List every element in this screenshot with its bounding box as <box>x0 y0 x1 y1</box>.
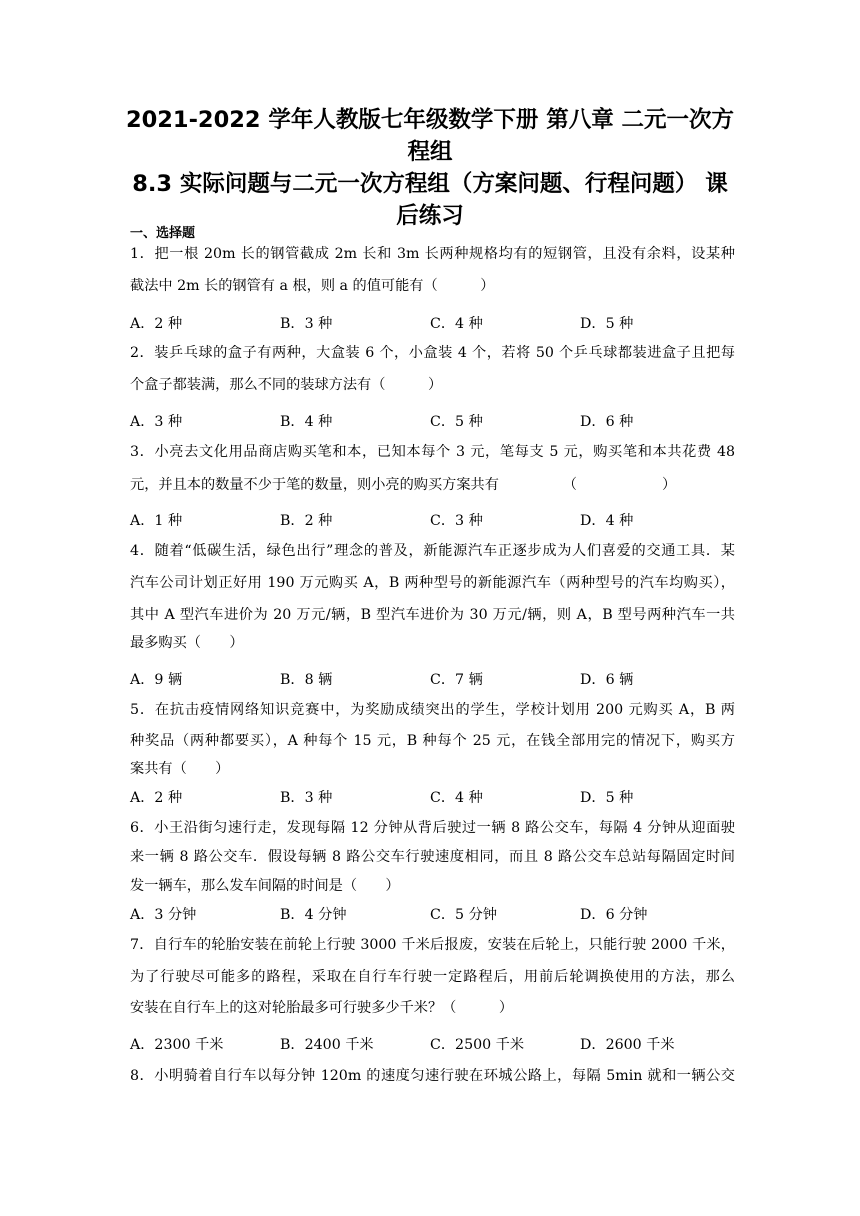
document-title-line-2: 程组 <box>407 139 453 165</box>
option-c: C．2500 千米 <box>430 1037 525 1053</box>
question-4-line-2: 汽车公司计划正好用 190 万元购买 A，B 两种型号的新能源汽车（两种型号的汽车均购买）， <box>130 575 735 591</box>
option-c: C．4 种 <box>430 790 483 806</box>
option-a: A．2 种 <box>130 316 183 332</box>
option-a: A．1 种 <box>130 513 183 529</box>
question-2-options <box>130 412 735 432</box>
question-4-line-3: 其中 A 型汽车进价为 20 万元/辆，B 型汽车进价为 30 万元/辆，则 A，B 型号两种汽车一共 <box>130 607 735 623</box>
option-a: A．3 分钟 <box>130 907 197 923</box>
question-4-line-4: 最多购买（ ） <box>130 635 244 651</box>
option-d: D．6 分钟 <box>580 907 648 923</box>
question-5-line-1: 5．在抗击疫情网络知识竞赛中，为奖励成绩突出的学生，学校计划用 200 元购买 A，B 两 <box>130 702 735 718</box>
question-1-options <box>130 314 735 334</box>
question-4-line-1: 4．随着“低碳生活，绿色出行”理念的普及，新能源汽车正逐步成为人们喜爱的交通工具．某 <box>130 543 735 559</box>
option-c: C．5 种 <box>430 414 483 430</box>
option-b: B．4 分钟 <box>280 907 347 923</box>
question-3-options <box>130 511 735 531</box>
question-5-line-3: 案共有（ ） <box>130 761 230 777</box>
option-b: B．3 种 <box>280 316 333 332</box>
question-7-line-1: 7．自行车的轮胎安装在前轮上行驶 3000 千米后报废，安装在后轮上，只能行驶 2000 千米， <box>130 937 735 953</box>
question-6-line-2: 来一辆 8 路公交车．假设每辆 8 路公交车行驶速度相同，而且 8 路公交车总站每隔固定时间 <box>130 849 735 865</box>
question-7-line-2: 为了行驶尽可能多的路程，采取在自行车行驶一定路程后，用前后轮调换使用的方法，那么 <box>130 969 735 985</box>
option-a: A．9 辆 <box>130 672 183 688</box>
option-d: D．5 种 <box>580 790 634 806</box>
document-title-line-1: 2021-2022 学年人教版七年级数学下册 第八章 二元一次方 <box>125 107 735 133</box>
option-b: B．3 种 <box>280 790 333 806</box>
question-3-line-1: 3．小亮去文化用品商店购买笔和本，已知本每个 3 元，笔每支 5 元，购买笔和本共花费 48 <box>130 444 735 460</box>
option-b: B．2 种 <box>280 513 333 529</box>
option-a: A．2 种 <box>130 790 183 806</box>
question-7-options <box>130 1035 735 1055</box>
option-c: C．3 种 <box>430 513 483 529</box>
option-b: B．4 种 <box>280 414 333 430</box>
question-4-options <box>130 670 735 690</box>
question-7-line-3: 安装在自行车上的这对轮胎最多可行驶多少千米？（ ） <box>130 1000 514 1016</box>
question-6-options <box>130 905 735 925</box>
question-5-options <box>130 788 735 808</box>
option-c: C．5 分钟 <box>430 907 497 923</box>
option-c: C．7 辆 <box>430 672 483 688</box>
question-8-line-1: 8．小明骑着自行车以每分钟 120m 的速度匀速行驶在环城公路上，每隔 5min 就和一辆公交 <box>130 1068 735 1084</box>
option-a: A．3 种 <box>130 414 183 430</box>
option-d: D．6 辆 <box>580 672 634 688</box>
option-b: B．2400 千米 <box>280 1037 374 1053</box>
question-3-line-2: 元，并且本的数量不少于笔的数量，则小亮的购买方案共有 （ ） <box>130 477 677 493</box>
option-c: C．4 种 <box>430 316 483 332</box>
option-b: B．8 辆 <box>280 672 333 688</box>
question-2-line-2: 个盒子都装满，那么不同的装球方法有（ ） <box>130 377 443 393</box>
question-1-line-1: 1．把一根 20m 长的钢管截成 2m 长和 3m 长两种规格均有的短钢管，且没有余料，设某种 <box>130 246 735 262</box>
document-title-line-4: 后练习 <box>396 203 464 229</box>
question-6-line-3: 发一辆车，那么发车间隔的时间是（ ） <box>130 878 400 894</box>
option-d: D．5 种 <box>580 316 634 332</box>
question-6-line-1: 6．小王沿街匀速行走，发现每隔 12 分钟从背后驶过一辆 8 路公交车，每隔 4 分钟从迎面驶 <box>130 820 735 836</box>
question-5-line-2: 种奖品（两种都要买），A 种每个 15 元，B 种每个 25 元，在钱全部用完的情况下，购买方 <box>130 733 735 749</box>
question-2-line-1: 2．装乒乓球的盒子有两种，大盒装 6 个，小盒装 4 个，若将 50 个乒乓球都装进盒子且把每 <box>130 345 735 361</box>
section-heading: 一、选择题 <box>130 226 196 241</box>
option-d: D．6 种 <box>580 414 634 430</box>
option-d: D．4 种 <box>580 513 634 529</box>
option-a: A．2300 千米 <box>130 1037 224 1053</box>
document-title-line-3: 8.3 实际问题与二元一次方程组（方案问题、行程问题） 课 <box>132 171 728 197</box>
option-d: D．2600 千米 <box>580 1037 675 1053</box>
question-1-line-2: 截法中 2m 长的钢管有 a 根，则 a 的值可能有（ ） <box>130 278 495 294</box>
